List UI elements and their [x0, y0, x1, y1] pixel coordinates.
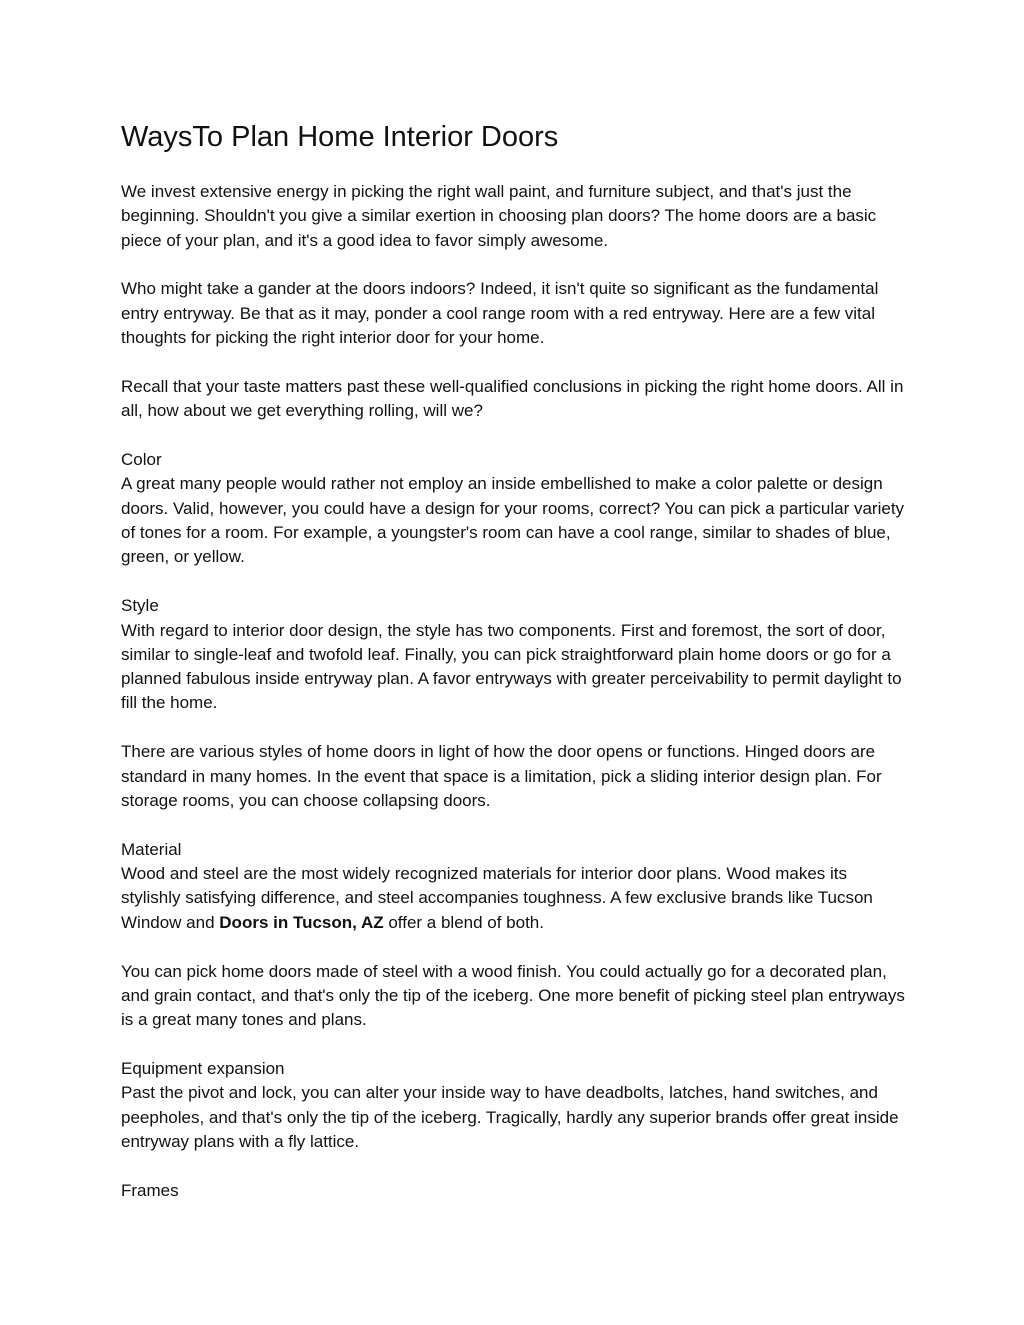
intro-paragraph-2: Who might take a gander at the doors indoors? Indeed, it isn't quite so significant as the fundamental entry entryway. Be that as it may, ponder a cool range room with a red entryway. Here are a few vital thoughts for picking the right interior door for your home. [121, 279, 879, 348]
frames-section [121, 1179, 911, 1203]
equipment-section [121, 1057, 911, 1154]
color-section [121, 448, 911, 569]
document-title: WaysTo Plan Home Interior Doors [121, 121, 559, 153]
intro-paragraph-3: Recall that your taste matters past these well-qualified conclusions in picking the right home doors. All in all, how about we get everything rolling, will we? [121, 376, 904, 421]
style-body: With regard to interior door design, the style has two components. First and foremost, the sort of door, similar to single-leaf and twofold leaf. Finally, you can pick straightforward plain home doors or go for a planned fabulous inside entryway plan. A favor entryways with greater perceivability to permit daylight to fill the home. [121, 620, 902, 713]
equipment-heading: Equipment expansion [121, 1059, 285, 1079]
intro-paragraph-1: We invest extensive energy in picking the right wall paint, and furniture subject, and that's just the beginning. Shouldn't you give a similar exertion in choosing plan doors? The home doors are a basic piece of your plan, and it's a good idea to favor simply awesome. [121, 182, 877, 250]
style-heading: Style [121, 596, 159, 616]
material-section [121, 838, 911, 935]
material-body-end: offer a blend of both. [383, 912, 544, 932]
style-section [121, 594, 911, 715]
color-body: A great many people would rather not employ an inside embellished to make a color palette or design doors. Valid, however, you could have a design for your rooms, correct? You can pick a particular variety of tones for a room. For example, a youngster's room can have a cool range, similar to shades of blue, green, or yellow. [121, 474, 905, 567]
doors-in-tucson-link-text: Doors in Tucson, AZ [219, 912, 384, 932]
document-page [121, 118, 911, 1203]
material-body-start: Wood and steel are the most widely recognized materials for interior door plans. Wood makes its stylishly satisfying difference, and steel accompanies toughness. A few exclusive brands like Tucson Window and [121, 864, 873, 932]
frames-heading: Frames [121, 1180, 179, 1200]
material-paragraph-2: You can pick home doors made of steel with a wood finish. You could actually go for a decorated plan, and grain contact, and that's only the tip of the iceberg. One more benefit of picking steel plan entryways is a great many tones and plans. [121, 961, 905, 1030]
material-heading: Material [121, 839, 182, 859]
equipment-body: Past the pivot and lock, you can alter your inside way to have deadbolts, latches, hand switches, and peepholes, and that's only the tip of the iceberg. Tragically, hardly any superior brands offer great inside entryway plans with a fly lattice. [121, 1083, 899, 1151]
style-paragraph-2: There are various styles of home doors in light of how the door opens or functions. Hinged doors are standard in many homes. In the event that space is a limitation, pick a sliding interior design plan. For storage rooms, you can choose collapsing doors. [121, 742, 882, 810]
color-heading: Color [121, 450, 162, 470]
